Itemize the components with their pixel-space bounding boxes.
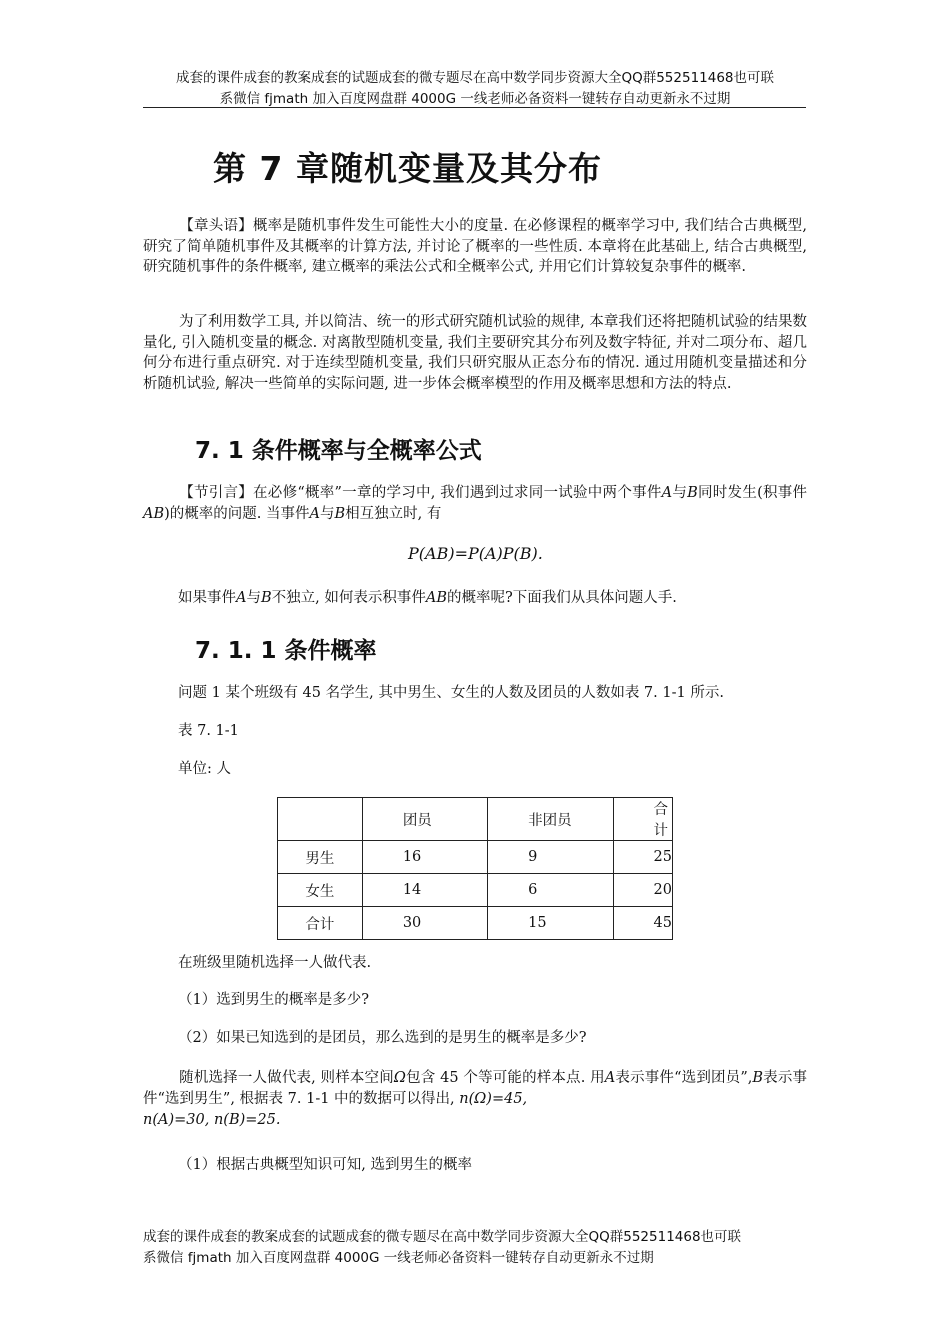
table-cell: 16 — [362, 841, 487, 874]
analysis-text-3: 表示事件“选到团员”, — [615, 1070, 753, 1086]
table-row — [278, 841, 673, 874]
section-intro-paragraph — [143, 483, 807, 524]
question-text-3: 的概率呢?下面我们从具体问题人手. — [447, 590, 677, 606]
section-intro-text: 【节引言】在必修“概率”一章的学习中, 我们遇到过求同一试验中两个事件 — [179, 485, 662, 501]
section-title: 7. 1 条件概率与全概率公式 — [195, 438, 482, 464]
var-a-3: A — [236, 590, 247, 606]
chapter-intro-paragraph — [143, 216, 807, 278]
table-header-cell: 非团员 — [488, 798, 613, 841]
problem-1: 问题 1 某个班级有 45 名学生, 其中男生、女生的人数及团员的人数如表 7. 1-1 所示. — [178, 685, 724, 701]
table-cell: 30 — [362, 907, 487, 940]
table-cell: 15 — [488, 907, 613, 940]
question-2: （2）如果已知选到的是团员，那么选到的是男生的概率是多少? — [178, 1030, 587, 1046]
question-1: （1）选到男生的概率是多少? — [178, 992, 369, 1008]
independence-formula: P(AB)=P(A)P(B). — [408, 544, 543, 563]
var-b-2: B — [334, 505, 346, 522]
var-a-2: A — [309, 505, 320, 522]
var-ab-2: AB — [425, 590, 447, 606]
text-and-3: 与 — [246, 590, 261, 606]
text-and: 与 — [672, 485, 688, 501]
table-caption: 表 7. 1-1 — [178, 723, 239, 739]
footer-line-1: 成套的课件成套的教案成套的试题成套的微专题尽在高中数学同步资源大全QQ群552511468也可联 — [143, 1229, 742, 1245]
table-unit: 单位: 人 — [178, 761, 231, 777]
analysis-text-4: 表示事件“选到男生”, 根据表 7. 1-1 中的数据可以得出, — [143, 1070, 808, 1107]
analysis-text-1: 随机选择一人做代表, 则样本空间 — [179, 1070, 394, 1086]
footer-line-2: 系微信 fjmath 加入百度网盘群 4000G 一线老师必备资料一键转存自动更新永不过期 — [143, 1250, 654, 1266]
table-cell: 9 — [488, 841, 613, 874]
table-header-cell — [278, 798, 363, 841]
chapter-intro-text-2: 为了利用数学工具, 并以简洁、统一的形式研究随机试验的规律, 本章我们还将把随机试验的结果数量化, 引入随机变量的概念. 对离散型随机变量, 我们主要研究其分布列及数字特征, 并对二项分布、超几何分布进行重点研究. 对于连续型随机变量, 我们只研究服从正态分布的情况. 通过用随机变量描述和分析随机试验, 解决一些简单的实际问题, 进一步体会概率模型的作用及概率思想和方法的特点. — [143, 314, 807, 392]
table-cell: 合计 — [278, 907, 363, 940]
n-a-n-b-values: n(A)=30, n(B)=25. — [143, 1112, 281, 1128]
choose-representative: 在班级里随机选择一人做代表. — [178, 955, 372, 971]
table-header-cell: 合计 — [613, 798, 672, 841]
page-header — [140, 68, 810, 110]
analysis-text-2: 包含 45 个等可能的样本点. 用 — [405, 1070, 605, 1086]
question-text-1: 如果事件 — [178, 590, 236, 606]
table-header-cell: 团员 — [362, 798, 487, 841]
table-cell: 20 — [613, 874, 672, 907]
header-rule — [143, 107, 806, 108]
answer-1: （1）根据古典概型知识可知, 选到男生的概率 — [178, 1157, 472, 1173]
section-intro-text-4: 相互独立时, 有 — [345, 505, 442, 522]
table-row — [278, 907, 673, 940]
chapter-intro-paragraph-2 — [143, 312, 807, 394]
var-b: B — [687, 485, 698, 501]
table-cell: 男生 — [278, 841, 363, 874]
var-b-3: B — [260, 590, 272, 606]
text-and-2: 与 — [320, 505, 335, 522]
question-text-2: 不独立, 如何表示积事件 — [271, 590, 426, 606]
table-cell: 25 — [613, 841, 672, 874]
student-table — [277, 797, 673, 940]
header-line-1: 成套的课件成套的教案成套的试题成套的微专题尽在高中数学同步资源大全QQ群552511468也可联 — [175, 70, 775, 86]
var-b-4: B — [752, 1070, 764, 1086]
table-row — [278, 874, 673, 907]
var-omega: Ω — [393, 1070, 406, 1086]
table-header-row — [278, 798, 673, 841]
table-cell: 14 — [362, 874, 487, 907]
question-line — [178, 588, 677, 608]
var-ab: AB — [143, 505, 165, 522]
table-cell: 6 — [488, 874, 613, 907]
var-a: A — [661, 485, 673, 501]
table-cell: 45 — [613, 907, 672, 940]
table-cell: 女生 — [278, 874, 363, 907]
section-intro-text-3: )的概率的问题. 当事件 — [164, 505, 310, 522]
n-omega-value: n(Ω)=45, — [459, 1091, 528, 1107]
section-intro-text-2: 同时发生(积事件 — [697, 485, 808, 501]
header-line-2: 系微信 fjmath 加入百度网盘群 4000G 一线老师必备资料一键转存自动更新永不过期 — [219, 91, 731, 107]
chapter-title: 第 7 章随机变量及其分布 — [213, 149, 602, 188]
analysis-paragraph — [143, 1068, 807, 1131]
var-a-4: A — [604, 1070, 616, 1086]
subsection-title: 7. 1. 1 条件概率 — [195, 638, 377, 664]
chapter-intro-text: 【章头语】概率是随机事件发生可能性大小的度量. 在必修课程的概率学习中, 我们结合古典概型, 研究了简单随机事件及其概率的计算方法, 并讨论了概率的一些性质. 本章将在此基础上, 结合古典概型, 研究随机事件的条件概率, 建立概率的乘法公式和全概率公式, 并用它们计算较复杂事件的概率. — [143, 218, 807, 275]
page-footer — [143, 1227, 823, 1269]
